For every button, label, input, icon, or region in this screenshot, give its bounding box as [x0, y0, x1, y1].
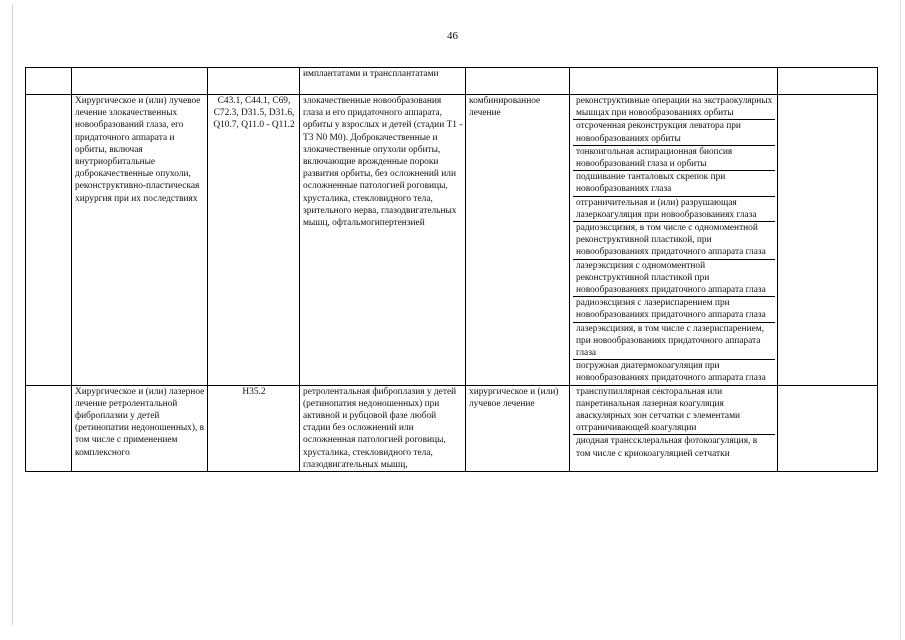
- operation-item: диодная транссклеральная фотокоагуляция, в том числе с криокоагуляцией сетчатки: [576, 436, 758, 459]
- section-name-cell: Хирургическое и (или) лучевое лечение злокачественных новообразований глаза, его придаточного аппарата и орбиты, включая внутриорбитальные доброкачественные опухоли, реконструктивно-пластическая хирургия при их последствиях: [72, 95, 208, 386]
- operation-item: радиоэксцизия, в том числе с одномоментной реконструктивной пластикой, при новообразованиях придаточного аппарата глаза: [573, 222, 775, 260]
- model-description-cell: ретролентальная фиброплазия у детей (ретинопатия недоношенных) при активной и рубцовой фазе любой стадии без осложнений или осложненная патологией роговицы, хрусталика, стекловидного тела, глазодвигательных мышц,: [300, 385, 466, 471]
- operation-item: лазерэксцизия с одномоментной реконструктивной пластикой при новообразованиях придаточного аппарата глаза: [573, 260, 775, 298]
- norm-cell: [778, 385, 878, 471]
- section-name-cell: [72, 68, 208, 95]
- page-number: 46: [447, 30, 458, 42]
- icd-code-cell: [208, 68, 300, 95]
- operation-item: погружная диатермокоагуляция при новообразованиях придаточного аппарата глаза: [576, 361, 766, 384]
- section-name-cell: Хирургическое и (или) лазерное лечение ретролентальной фиброплазии у детей (ретинопатии недоношенных), в том числе с применением комплексного: [72, 385, 208, 471]
- table-row-section-1: [26, 95, 878, 386]
- treatment-table: [25, 67, 878, 476]
- treatment-type-cell: комбинированное лечение: [466, 95, 570, 386]
- operation-item: отсроченная реконструкция леватора при новообразованиях орбиты: [573, 120, 775, 145]
- table-row-section-2: [26, 385, 878, 471]
- operations-list: [570, 385, 778, 471]
- page-break-line: [26, 472, 878, 477]
- icd-code-cell: C43.1, C44.1, C69, C72.3, D31.5, D31.6, Q10.7, Q11.0 - Q11.2: [208, 95, 300, 386]
- operations-list: [570, 95, 778, 386]
- table-row-continuation: [26, 68, 878, 95]
- norm-cell: [778, 95, 878, 386]
- operation-item: тонкоигольная аспирационная биопсия новообразований глаза и орбиты: [573, 146, 775, 171]
- row-number-cell: [26, 95, 72, 386]
- operation-item: радиоэксцизия с лазериспарением при новообразованиях придаточного аппарата глаза: [573, 297, 775, 322]
- model-description-cell: злокачественные новообразования глаза и его придаточного аппарата, орбиты у взрослых и детей (стадии T1 - T3 N0 M0). Доброкачественные и злокачественные опухоли орбиты, включающие врожденные пороки развития орбиты, без осложнений или осложненные патологией роговицы, хрусталика, стекловидного тела, зрительного нерва, глазодвигательных мышц, офтальмогипертензией: [300, 95, 466, 386]
- operation-cell: [570, 68, 778, 95]
- operation-item: реконструктивные операции на экстраокулярных мышцах при новообразованиях орбиты: [573, 95, 775, 120]
- scan-left-edge: [12, 5, 13, 625]
- scan-right-edge: [900, 0, 901, 640]
- operation-item: лазерэксцизия, в том числе с лазериспарением, при новообразованиях придаточного аппарата глаза: [573, 323, 775, 361]
- operation-item: отграничительная и (или) разрушающая лазеркоагуляция при новообразованиях глаза: [573, 197, 775, 222]
- row-number-cell: [26, 68, 72, 95]
- model-description-cell: имплантатами и трансплантатами: [300, 68, 466, 95]
- operation-item: подшивание танталовых скрепок при новообразованиях глаза: [573, 171, 775, 196]
- operation-item: транспупиллярная секторальная или панретинальная лазерная коагуляция аваскулярных зон сетчатки с элементами отграничивающей коагуляции: [573, 386, 775, 436]
- row-number-cell: [26, 385, 72, 471]
- treatment-type-cell: [466, 68, 570, 95]
- table-page-cut: [26, 472, 878, 477]
- treatment-type-cell: хирургическое и (или) лучевое лечение: [466, 385, 570, 471]
- norm-cell: [778, 68, 878, 95]
- icd-code-cell: H35.2: [208, 385, 300, 471]
